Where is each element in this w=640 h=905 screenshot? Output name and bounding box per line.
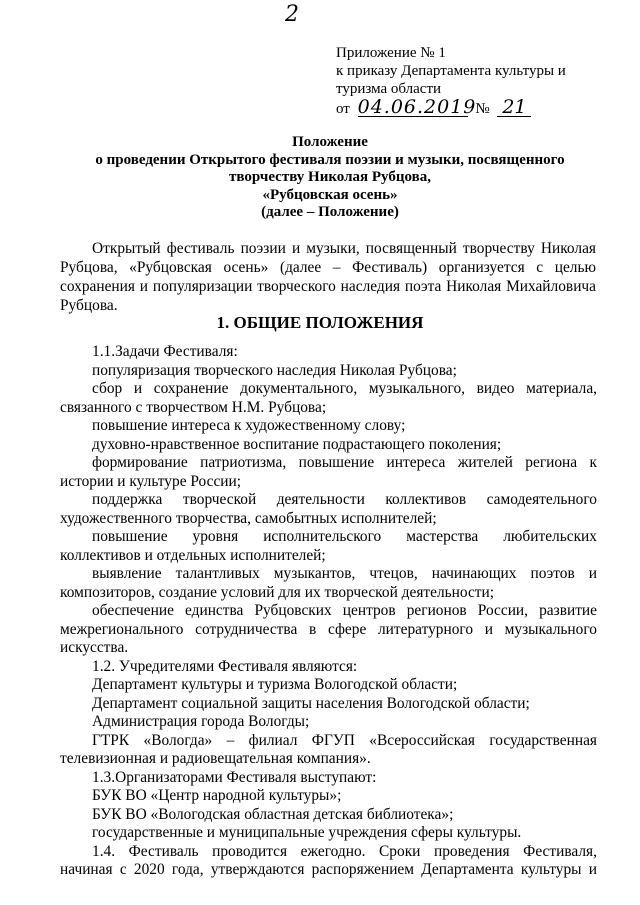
list-item: обеспечение единства Рубцовских центров регионов России, развитие	[92, 602, 597, 619]
list-item: Департамент социальной защиты населения Вологодской области;	[92, 694, 530, 712]
list-item-continuation: межрегионального сотрудничества в сфере литературного и музыкального	[60, 620, 597, 638]
paragraph-continuation: начиная с 2020 года, утверждаются распоряжением Департамента культуры и	[60, 861, 597, 878]
title-line: Положение	[292, 134, 368, 150]
list-item-continuation: истории и культуре России;	[60, 472, 242, 490]
list-item-continuation: телевизионная и радиовещательная компания».	[60, 750, 371, 767]
list-item: БУК ВО «Центр народной культуры»;	[92, 787, 342, 804]
list-item: формирование патриотизма, повышение интереса жителей региона к	[92, 454, 597, 471]
list-item: Департамент культуры и туризма Вологодской области;	[92, 676, 458, 693]
list-item: популяризация творческого наследия Николая Рубцова;	[92, 361, 457, 379]
list-item: БУК ВО «Вологодская областная детская библиотека»;	[92, 805, 454, 823]
appendix-line: к приказу Департамента культуры и	[336, 63, 566, 79]
appendix-line: Приложение № 1	[336, 45, 446, 61]
number-prefix: №	[475, 101, 490, 117]
order-date-line	[336, 98, 566, 118]
list-item-continuation: коллективов и отдельных исполнителей;	[60, 546, 326, 564]
list-item: выявление талантливых музыкантов, чтецов, начинающих поэтов и	[92, 565, 597, 582]
intro-line: сохранения и популяризации творческого наследия поэта Николая Михайловича	[60, 278, 596, 295]
date-prefix: от	[336, 101, 350, 117]
list-item-continuation: искусства.	[60, 639, 129, 656]
handwritten-order-number: 21	[497, 98, 531, 117]
appendix-line: туризма области	[336, 81, 442, 97]
paragraph: 1.4. Фестиваль проводится ежегодно. Сроки проведения Фестиваля,	[92, 842, 597, 860]
list-item: сбор и сохранение документального, музыкального, видео материала,	[92, 380, 597, 397]
list-item: духовно-нравственное воспитание подрастающего поколения;	[92, 435, 502, 453]
list-item: Администрация города Вологды;	[92, 713, 310, 730]
paragraph: 1.1.Задачи Фестиваля:	[92, 343, 238, 360]
title-line: о проведении Открытого фестиваля поэзии и музыки, посвященного	[95, 151, 565, 168]
list-item: государственные и муниципальные учреждения сферы культуры.	[92, 824, 522, 841]
section-body	[60, 343, 597, 880]
list-item: повышение уровня исполнительского мастерства любительских	[92, 528, 597, 545]
paragraph: 1.3.Организаторами Фестиваля выступают:	[92, 768, 377, 786]
section-heading: 1. ОБЩИЕ ПОЛОЖЕНИЯ	[216, 313, 424, 332]
title-line: творчеству Николая Рубцова,	[229, 169, 431, 185]
list-item-continuation: художественного творчества, самобытных исполнителей;	[60, 509, 437, 527]
document-title	[60, 134, 600, 222]
appendix-header	[336, 44, 566, 118]
list-item: повышение интереса к художественному слову;	[92, 417, 406, 434]
paragraph: 1.2. Учредителями Фестиваля являются:	[92, 657, 358, 675]
intro-line: Рубцова, «Рубцовская осень» (далее – Фестиваль) организуется с целью	[60, 259, 596, 276]
intro-paragraph	[60, 239, 596, 315]
title-line: «Рубцовская осень»	[262, 186, 398, 203]
list-item: ГТРК «Вологда» – филиал ФГУП «Всероссийская государственная	[92, 731, 597, 749]
intro-line: Рубцова.	[60, 297, 118, 314]
intro-line: Открытый фестиваль поэзии и музыки, посвященный творчеству Николая	[92, 240, 596, 257]
list-item-continuation: связанного с творчеством Н.М. Рубцова;	[60, 398, 327, 416]
list-item: поддержка творческой деятельности коллективов самодеятельного	[92, 491, 597, 508]
handwritten-date: 04.06.2019	[357, 96, 477, 118]
list-item-continuation: композиторов, создание условий для их творческой деятельности;	[60, 583, 495, 601]
title-line: (далее – Положение)	[261, 204, 399, 220]
handwritten-page-number: 2	[285, 2, 299, 27]
